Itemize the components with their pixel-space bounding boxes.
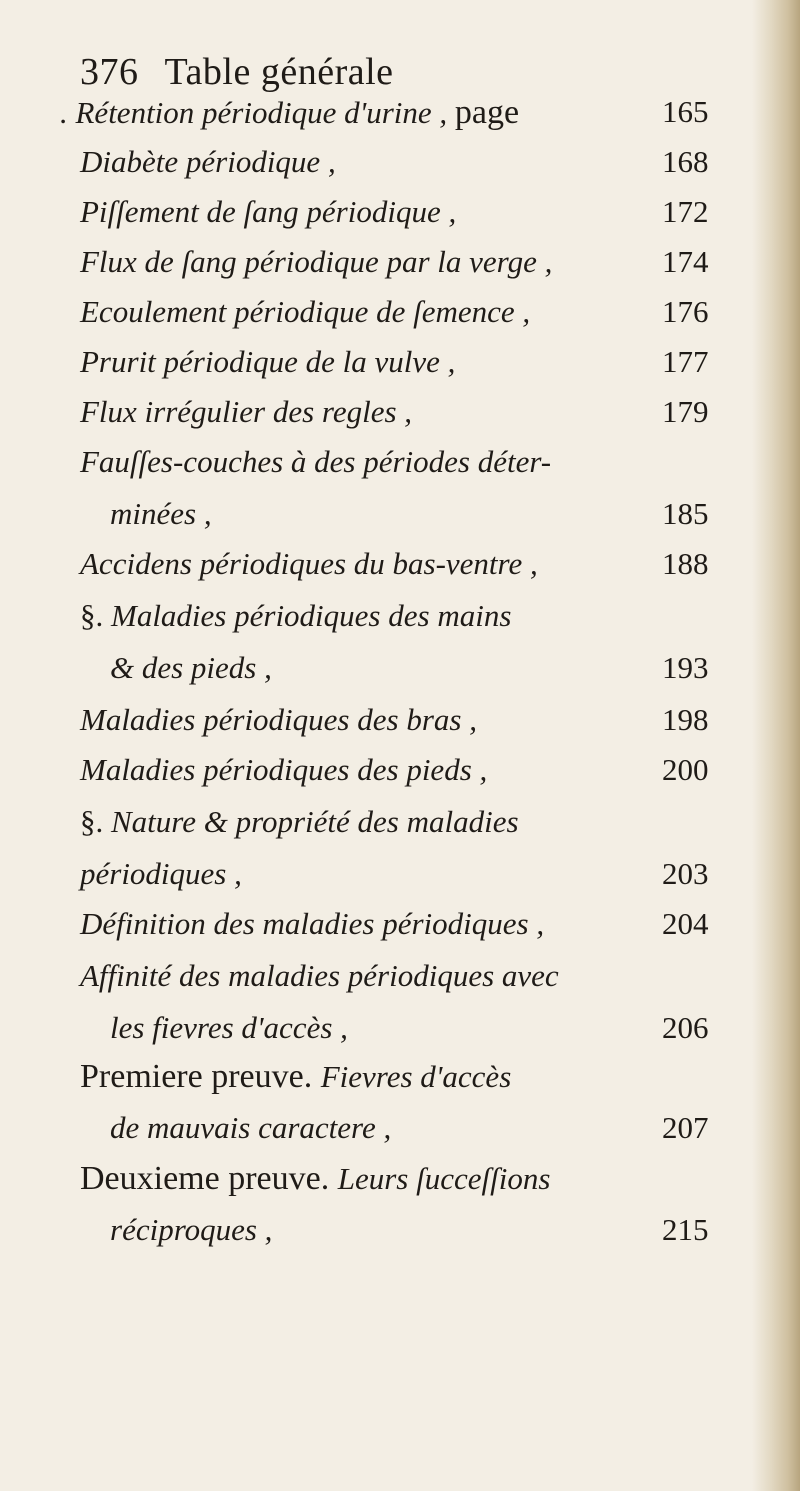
toc-entry (60, 96, 519, 130)
section-mark: §. (80, 804, 104, 839)
toc-entry (80, 1060, 511, 1094)
toc-entry: Affinité des maladies périodiques avec (80, 958, 559, 993)
toc-entry (80, 1162, 550, 1196)
entry-text: . Rétention périodique d'urine , (60, 95, 455, 130)
entry-page-number: 193 (662, 650, 709, 685)
toc-entry-continuation: & des pieds , (110, 650, 272, 685)
entry-text: Maladies périodiques des mains (103, 598, 512, 633)
entry-page-number: 177 (662, 344, 709, 379)
toc-entry-continuation: minées , (110, 496, 212, 531)
page-edge-shadow (752, 0, 800, 1491)
page-number: 376 (80, 51, 139, 93)
entry-page-number: 198 (662, 702, 709, 737)
toc-entry: Maladies périodiques des pieds , (80, 752, 488, 787)
entry-text: Leurs ſucceſſions (337, 1161, 551, 1196)
entry-page-number: 176 (662, 294, 709, 329)
toc-entry: Ecoulement périodique de ſemence , (80, 294, 531, 329)
toc-section-heading (80, 806, 519, 837)
toc-entry: Diabète périodique , (80, 144, 336, 179)
toc-entry: Flux irrégulier des regles , (80, 394, 413, 429)
entry-page-number: 206 (662, 1010, 709, 1045)
entry-page-number: 207 (662, 1110, 709, 1145)
toc-entry-continuation: de mauvais caractere , (110, 1110, 392, 1145)
entry-page-number: 185 (662, 496, 709, 531)
entry-page-number: 200 (662, 752, 709, 787)
toc-entry: Définition des maladies périodiques , (80, 906, 545, 941)
toc-entry: Flux de ſang périodique par la verge , (80, 244, 553, 279)
entry-page-number: 172 (662, 194, 709, 229)
section-mark: §. (80, 598, 104, 633)
entry-page-number: 179 (662, 394, 709, 429)
entry-page-number: 165 (662, 94, 709, 129)
proof-label: Premiere preuve. (80, 1058, 321, 1095)
proof-label: Deuxieme preuve. (80, 1160, 338, 1197)
entry-text: Nature & propriété des maladies (103, 804, 519, 839)
entry-text: Fievres d'accès (320, 1059, 512, 1094)
toc-entry-continuation: les fievres d'accès , (110, 1010, 348, 1045)
entry-page-number: 215 (662, 1212, 709, 1247)
toc-entry: Accidens périodiques du bas-ventre , (80, 546, 538, 581)
entry-page-number: 203 (662, 856, 709, 891)
toc-entry-continuation: périodiques , (80, 856, 242, 891)
entry-page-number: 174 (662, 244, 709, 279)
toc-entry: Piſſement de ſang périodique , (80, 194, 457, 229)
toc-entry: Fauſſes-couches à des périodes déter- (80, 444, 552, 479)
running-header (80, 50, 394, 94)
entry-page-word: page (454, 94, 520, 131)
entry-page-number: 188 (662, 546, 709, 581)
toc-entry: Maladies périodiques des bras , (80, 702, 477, 737)
toc-entry: Prurit périodique de la vulve , (80, 344, 456, 379)
toc-entry-continuation: réciproques , (110, 1212, 273, 1247)
toc-section-heading (80, 600, 511, 631)
entry-page-number: 168 (662, 144, 709, 179)
entry-page-number: 204 (662, 906, 709, 941)
page-title: Table générale (164, 51, 394, 93)
